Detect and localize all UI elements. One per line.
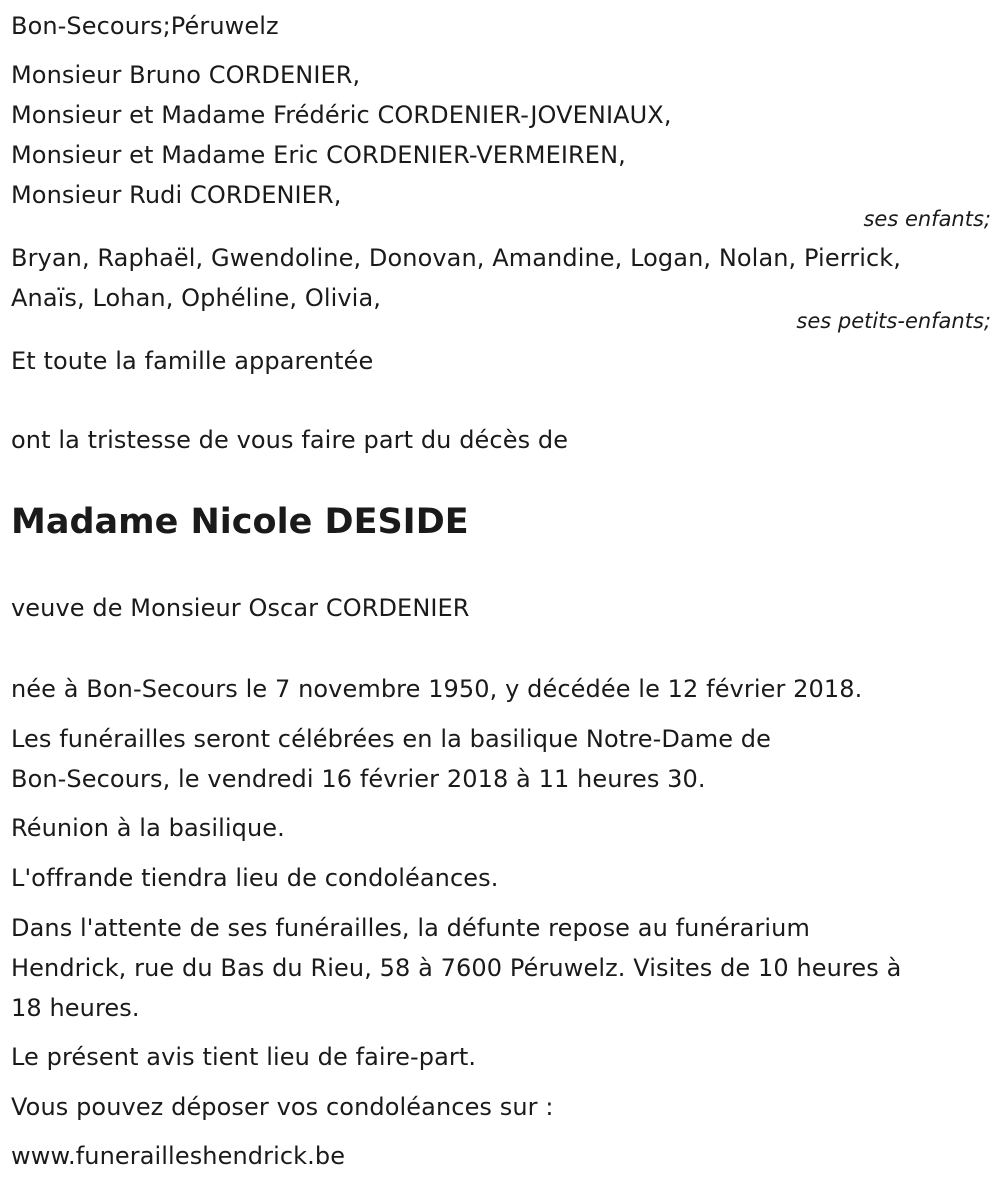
birth-death-line: née à Bon-Secours le 7 novembre 1950, y décédée le 12 février 2018. bbox=[11, 675, 863, 703]
grandchildren-line: Bryan, Raphaël, Gwendoline, Donovan, Amandine, Logan, Nolan, Pierrick, bbox=[11, 244, 901, 272]
child-name: Monsieur Bruno CORDENIER, bbox=[11, 61, 361, 89]
funeral-line: Bon-Secours, le vendredi 16 février 2018 à 11 heures 30. bbox=[11, 765, 706, 793]
funeral-line: Les funérailles seront célébrées en la basilique Notre-Dame de bbox=[11, 725, 772, 753]
children-relation: ses enfants; bbox=[863, 207, 991, 231]
child-name: Monsieur et Madame Frédéric CORDENIER-JOVENIAUX, bbox=[11, 101, 672, 129]
resting-line: Hendrick, rue du Bas du Rieu, 58 à 7600 Péruwelz. Visites de 10 heures à bbox=[11, 954, 902, 982]
deceased-name: Madame Nicole DESIDE bbox=[11, 502, 469, 542]
grandchildren-line: Anaïs, Lohan, Ophéline, Olivia, bbox=[11, 284, 381, 312]
meeting-line: Réunion à la basilique. bbox=[11, 814, 285, 842]
offering-line: L'offrande tiendra lieu de condoléances. bbox=[11, 864, 499, 892]
location-header: Bon-Secours;Péruwelz bbox=[11, 12, 279, 40]
announcement-line: ont la tristesse de vous faire part du décès de bbox=[11, 426, 569, 454]
obituary-notice bbox=[11, 0, 991, 1186]
child-name: Monsieur Rudi CORDENIER, bbox=[11, 181, 342, 209]
website-link[interactable]: www.funerailleshendrick.be bbox=[11, 1142, 346, 1170]
grandchildren-relation: ses petits-enfants; bbox=[796, 309, 991, 333]
resting-line: 18 heures. bbox=[11, 994, 140, 1022]
widow-of-line: veuve de Monsieur Oscar CORDENIER bbox=[11, 594, 470, 622]
family-line: Et toute la famille apparentée bbox=[11, 347, 374, 375]
child-name: Monsieur et Madame Eric CORDENIER-VERMEIREN, bbox=[11, 141, 626, 169]
notice-line: Le présent avis tient lieu de faire-part. bbox=[11, 1043, 477, 1071]
condolences-line: Vous pouvez déposer vos condoléances sur : bbox=[11, 1093, 554, 1121]
resting-line: Dans l'attente de ses funérailles, la défunte repose au funérarium bbox=[11, 914, 810, 942]
